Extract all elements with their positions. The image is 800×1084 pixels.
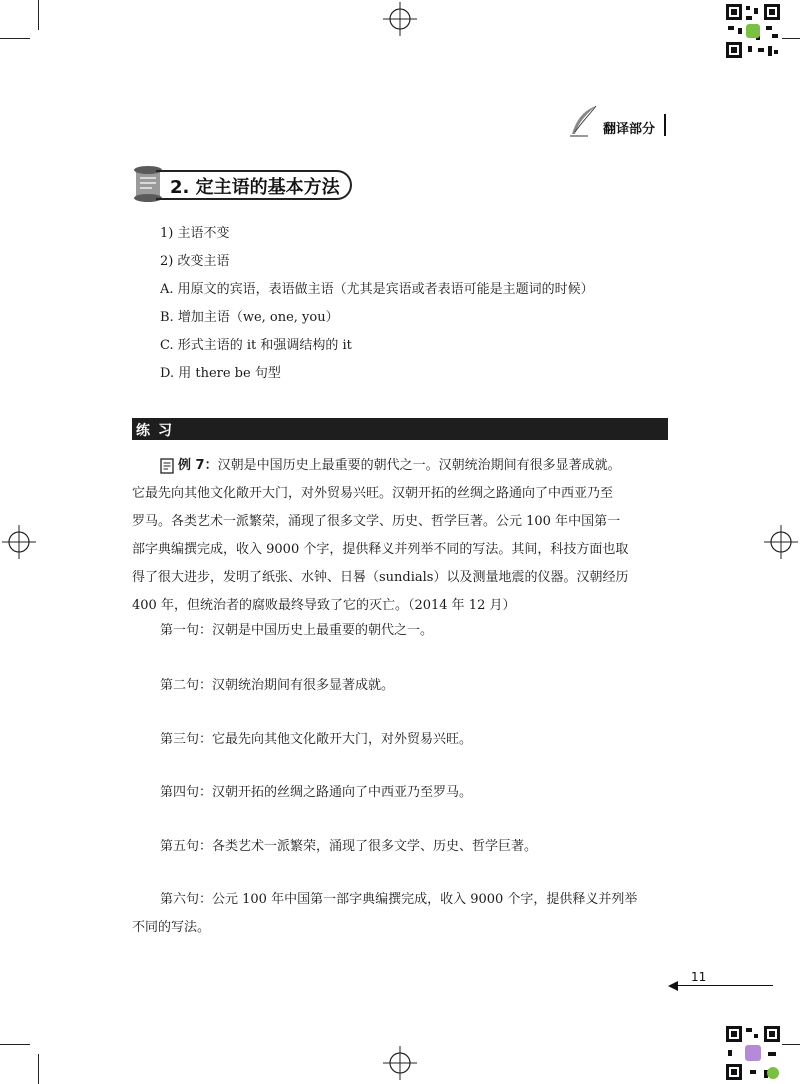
sentence-line: 第四句：汉朝开拓的丝绸之路通向了中西亚乃至罗马。 [160, 785, 473, 800]
method-item: A. 用原文的宾语，表语做主语（尤其是宾语或者表语可能是主题词的时候） [160, 282, 594, 297]
sentence-line: 第三句：它最先向其他文化敞开大门，对外贸易兴旺。 [160, 732, 473, 747]
qr-code-icon[interactable] [724, 2, 782, 60]
sentence-line: 第一句：汉朝是中国历史上最重要的朝代之一。 [160, 623, 434, 638]
method-item: B. 增加主语（we, one, you） [160, 310, 339, 325]
qr-code-icon[interactable] [724, 1024, 782, 1082]
registration-mark-top [383, 2, 417, 36]
example-line: 400 年，但统治者的腐败最终导致了它的灭亡。（2014 年 12 月） [132, 598, 516, 613]
example-label: 例 7： [178, 458, 218, 473]
section-title: 2. 定主语的基本方法 [170, 177, 340, 198]
crop-mark [0, 38, 30, 39]
method-item: 2) 改变主语 [160, 254, 230, 269]
example-line: 它最先向其他文化敞开大门，对外贸易兴旺。汉朝开拓的丝绸之路通向了中西亚乃至 [132, 486, 614, 501]
registration-mark-bottom [383, 1046, 417, 1080]
header-divider [664, 114, 666, 136]
example-line: 罗马。各类艺术一派繁荣，涌现了很多文学、历史、哲学巨著。公元 100 年中国第一 [132, 514, 621, 529]
method-item: 1) 主语不变 [160, 226, 230, 241]
sentence-line: 第六句：公元 100 年中国第一部字典编撰完成，收入 9000 个字，提供释义并列举 [160, 892, 638, 907]
example-line: 部字典编撰完成，收入 9000 个字，提供释义并列举不同的写法。其间，科技方面也取 [132, 542, 629, 557]
exercise-banner [132, 418, 668, 440]
crop-mark [0, 1044, 30, 1045]
example-line: 得了很大进步，发明了纸张、水钟、日晷（sundials）以及测量地震的仪器。汉朝经历 [132, 570, 629, 585]
method-item: C. 形式主语的 it 和强调结构的 it [160, 338, 352, 353]
example-paragraph [132, 452, 668, 620]
method-item: D. 用 there be 句型 [160, 366, 281, 381]
registration-mark-left [2, 525, 36, 559]
example-line: 汉朝是中国历史上最重要的朝代之一。汉朝统治期间有很多显著成就。 [217, 458, 621, 473]
sentence-continuation: 不同的写法。 [132, 920, 211, 935]
crop-mark [38, 0, 39, 30]
crop-mark [38, 1054, 39, 1084]
sentence-line: 第二句：汉朝统治期间有很多显著成就。 [160, 678, 395, 693]
page-marker-icon [668, 981, 678, 991]
page-number: 11 [691, 970, 707, 984]
registration-mark-right [764, 525, 798, 559]
sentence-line: 第五句：各类艺术一派繁荣，涌现了很多文学、历史、哲学巨著。 [160, 839, 538, 854]
quill-icon [566, 104, 600, 138]
header-section-label: 翻译部分 [603, 122, 656, 137]
exercise-label: 练习 [136, 423, 180, 439]
page-rule [678, 985, 773, 986]
